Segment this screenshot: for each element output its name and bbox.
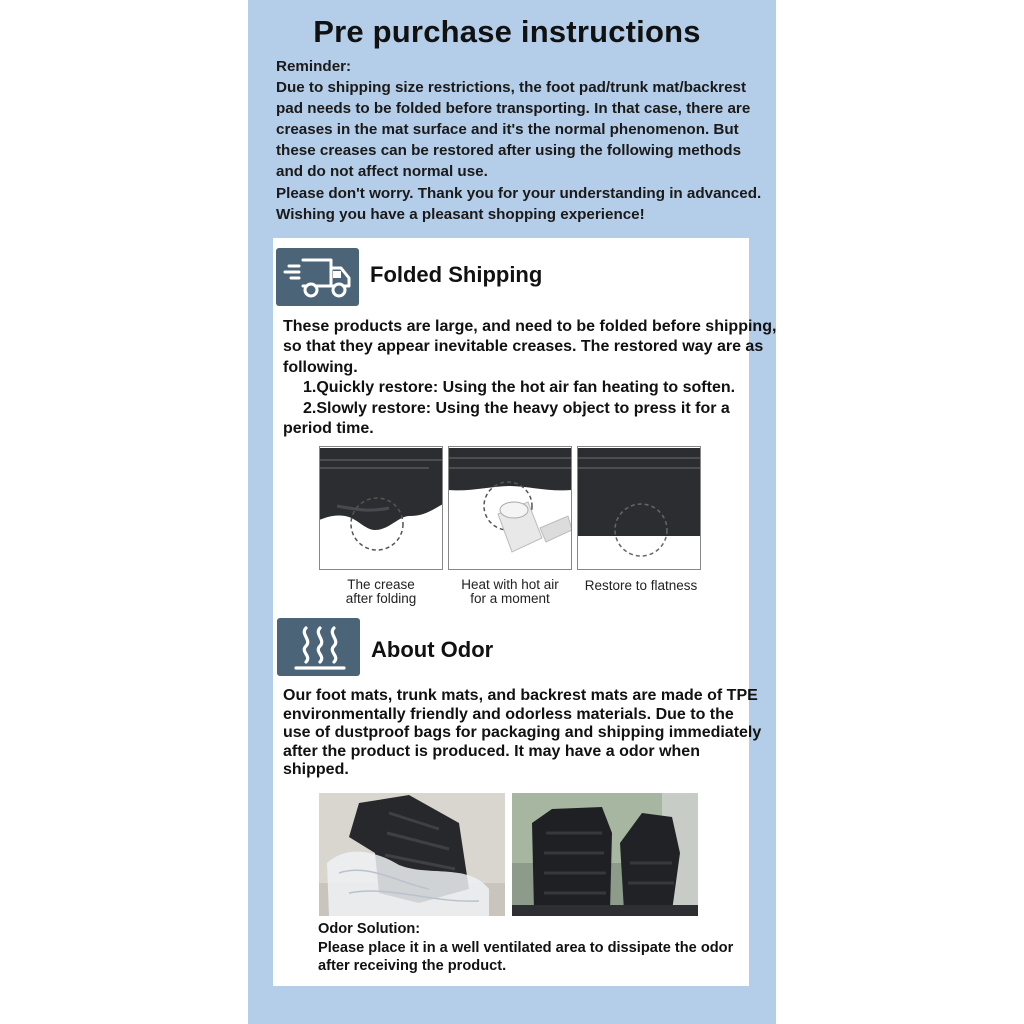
- reminder-line: and do not affect normal use.: [276, 163, 488, 181]
- steam-heat-icon: [277, 618, 360, 676]
- crease-photo: [319, 446, 443, 570]
- reminder-line: Please don't worry. Thank you for your understanding in advanced.: [276, 184, 762, 202]
- odor-solution-heading: Odor Solution:: [318, 921, 421, 937]
- text-line: These products are large, and need to be folded before shipping,: [283, 318, 777, 335]
- packaged-mat-photo: [319, 793, 505, 916]
- restore-step-1: 1.Quickly restore: Using the hot air fan heating to soften.: [303, 379, 736, 397]
- about-odor-text: [283, 687, 761, 780]
- folded-shipping-title: Folded Shipping: [370, 262, 543, 287]
- text-line: environmentally friendly and odorless materials. Due to the: [283, 705, 734, 723]
- text-line: so that they appear inevitable creases. The restored way are as: [283, 338, 764, 356]
- heat-photo: [448, 446, 572, 570]
- folded-shipping-text: [283, 317, 776, 439]
- text-line: shipped.: [283, 761, 349, 779]
- flat-photo: [577, 446, 701, 570]
- text-line: after the product is produced. It may have a odor when: [283, 742, 700, 760]
- page-title: Pre purchase instructions: [313, 14, 701, 49]
- caption-line: for a moment: [470, 591, 550, 606]
- instructions-card: [273, 238, 777, 986]
- reminder-block: [276, 56, 762, 225]
- crease-caption: [319, 578, 443, 606]
- reminder-line: Due to shipping size restrictions, the foot pad/trunk mat/backrest: [276, 79, 747, 97]
- restore-step-2: 2.Slowly restore: Using the heavy object to press it for a: [303, 399, 730, 417]
- odor-solution: [318, 920, 733, 976]
- text-line: Our foot mats, trunk mats, and backrest mats are made of TPE: [283, 687, 758, 704]
- reminder-line: these creases can be restored after using the following methods: [276, 142, 742, 160]
- about-odor-title: About Odor: [371, 637, 494, 662]
- odor-solution-line: Please place it in a well ventilated area to dissipate the odor: [318, 939, 734, 956]
- caption-line: after folding: [345, 591, 417, 606]
- ventilated-mat-photo: [512, 793, 698, 916]
- text-line: following.: [283, 358, 358, 376]
- text-line: use of dustproof bags for packaging and shipping immediately: [283, 724, 762, 742]
- caption-line: The crease: [347, 577, 415, 592]
- restore-step-2-cont: period time.: [283, 420, 374, 438]
- reminder-line: Wishing you have a pleasant shopping experience!: [276, 205, 645, 223]
- odor-solution-line: after receiving the product.: [318, 958, 507, 975]
- flat-caption: Restore to flatness: [584, 578, 698, 593]
- reminder-line: pad needs to be folded before transporting. In that case, there are: [276, 100, 751, 118]
- reminder-line: creases in the mat surface and it's the normal phenomenon. But: [276, 121, 739, 139]
- caption-line: Heat with hot air: [461, 577, 559, 592]
- heat-caption: [448, 578, 572, 606]
- delivery-truck-icon: [276, 248, 359, 306]
- reminder-heading: Reminder:: [276, 58, 352, 75]
